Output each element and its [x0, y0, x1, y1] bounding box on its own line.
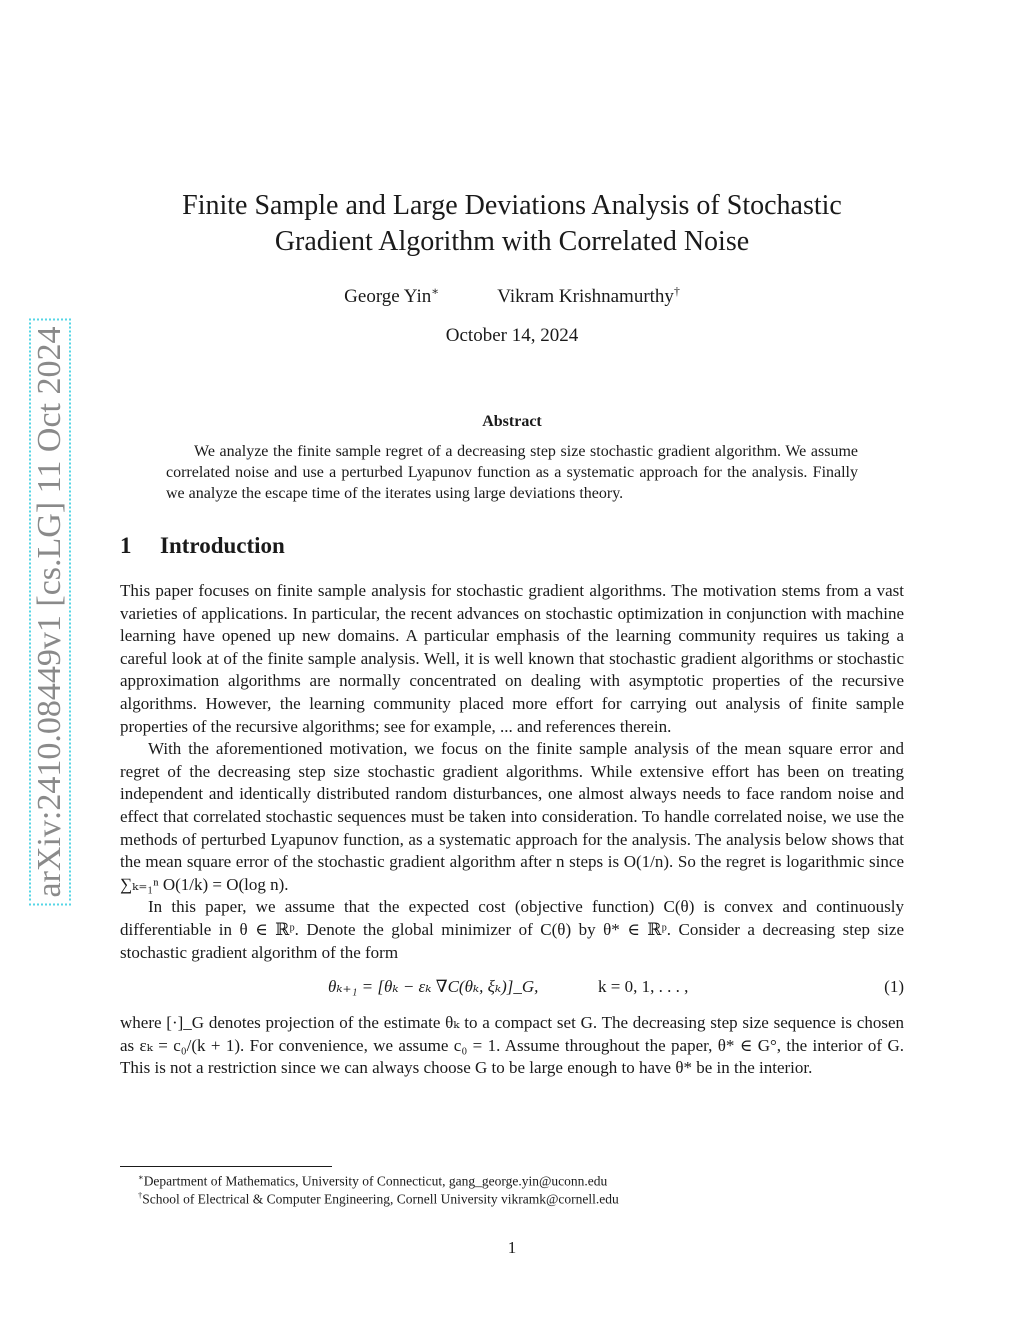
footnote-1: ∗Department of Mathematics, University of Connecticut, gang_george.yin@uconn.edu: [138, 1173, 608, 1189]
paragraph-3: In this paper, we assume that the expected cost (objective function) C(θ) is convex and continuously differentiable in θ ∈ ℝᵖ. Denote the global minimizer of C(θ) by θ* ∈ ℝᵖ. Consider a decreasing step size stochastic gradient algorithm of the form: [120, 897, 904, 962]
abstract-body: [166, 442, 858, 504]
author-1: George Yin∗: [344, 285, 440, 308]
section-body: [120, 580, 904, 1080]
abstract-heading: Abstract: [482, 413, 542, 430]
authors: [0, 284, 1024, 308]
arxiv-stamp: [31, 320, 68, 904]
section-heading: [120, 533, 285, 559]
section-number: 1: [120, 533, 132, 558]
page-number: 1: [507, 1238, 517, 1257]
paper-title: [0, 188, 1024, 260]
paragraph-4: where [·]_G denotes projection of the estimate θₖ to a compact set G. The decreasing step size sequence is chosen as εₖ = c₀/(k + 1). For convenience, we assume c₀ = 1. Assume throughout the paper, θ* ∈ G°, the interior of G. This is not a restriction since we can always choose G to be large enough to have θ* be in the interior.: [120, 1013, 904, 1078]
footnote-2: †School of Electrical & Computer Engineering, Cornell University vikramk@cornell.edu: [138, 1191, 619, 1207]
title-line-1: Finite Sample and Large Deviations Analysis of Stochastic: [182, 190, 842, 221]
equation-rhs: k = 0, 1, . . . ,: [598, 977, 689, 997]
paragraph-1: This paper focuses on finite sample analysis for stochastic gradient algorithms. The motivation stems from a vast varieties of applications. In particular, the recent advances on stochastic optimization in conjunction with machine learning have opened up new domains. A particular emphasis of the learning community requires us taking a careful look at of the finite sample analysis. Well, it is well known that stochastic gradient algorithms or stochastic approximation algorithms are normally concentrated on dealing with asymptotic properties of the recursive algorithms. However, the learning community placed more effort for carrying out analysis of finite sample properties of the recursive algorithms; see for example, ... and references therein.: [120, 581, 904, 736]
section-title: Introduction: [160, 533, 285, 558]
author-2: Vikram Krishnamurthy†: [497, 285, 680, 308]
arxiv-stamp-text: arXiv:2410.08449v1 [cs.LG] 11 Oct 2024: [29, 319, 71, 906]
paragraph-2: With the aforementioned motivation, we focus on the finite sample analysis of the mean square error and regret of the decreasing step size stochastic gradient algorithms. While extensive effort has been on treating independent and identically distributed random disturbances, one almost always needs to face random noise and effect that correlated stochastic sequences must be taken into consideration. To handle correlated noise, we use the methods of perturbed Lyapunov function, as a systematic approach for the analysis. The analysis below shows that the mean square error of the stochastic gradient algorithm after n steps is O(1/n). So the regret is logarithmic since ∑ₖ₌₁ⁿ O(1/k) = O(log n).: [120, 739, 904, 894]
title-line-2: Gradient Algorithm with Correlated Noise: [274, 226, 750, 257]
abstract-text: We analyze the finite sample regret of a decreasing step size stochastic gradient algorithm. We assume correlated noise and use a perturbed Lyapunov function as a systematic approach for the analysis. Finally we analyze the escape time of the iterates using large deviations theory.: [166, 443, 858, 502]
paper-date: October 14, 2024: [445, 325, 579, 346]
equation-lhs: θₖ₊₁ = [θₖ − εₖ ∇C(θₖ, ξₖ)]_G,: [328, 977, 539, 997]
equation-tag: (1): [884, 977, 904, 997]
equation-1: [120, 964, 904, 1012]
footnote-rule: [120, 1166, 332, 1167]
